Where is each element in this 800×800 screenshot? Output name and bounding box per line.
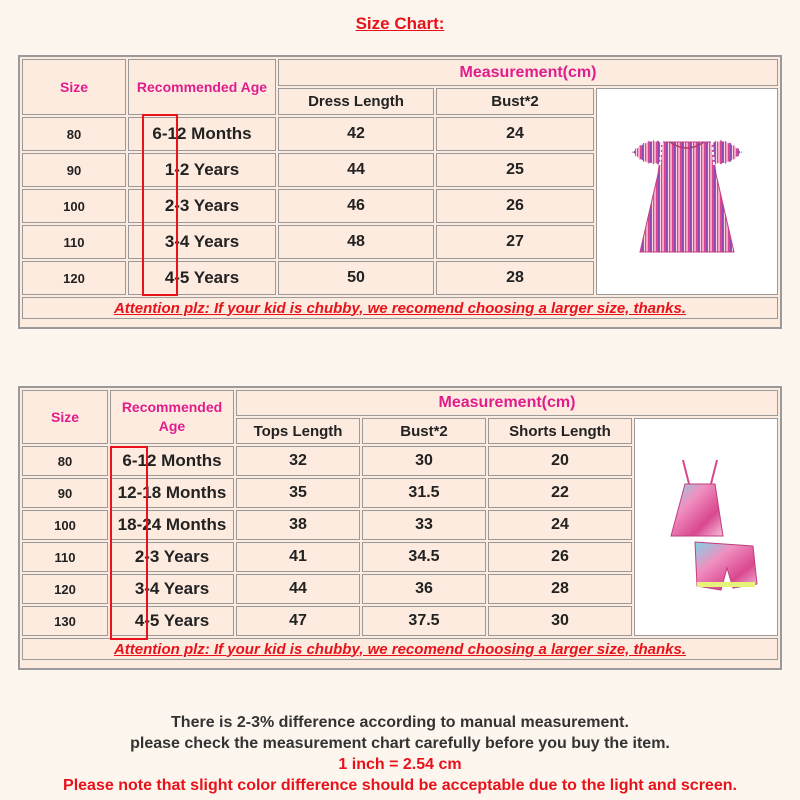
table-cell-tops-length: 38 [236, 510, 360, 540]
page-title: Size Chart: [355, 14, 445, 33]
table-cell-size: 120 [22, 574, 108, 604]
table-cell-shorts-length: 24 [488, 510, 632, 540]
measurement-header: Measurement(cm) [278, 59, 778, 86]
table-cell-bust: 31.5 [362, 478, 486, 508]
table-cell-bust: 28 [436, 261, 594, 295]
table-cell-age: 4-5 Years [128, 261, 276, 295]
outfit-size-table [20, 388, 780, 662]
table-cell-size: 110 [22, 542, 108, 572]
table-cell-size: 80 [22, 446, 108, 476]
age-header: Recommended Age [110, 390, 234, 444]
table-cell-size: 130 [22, 606, 108, 636]
table-cell-shorts-length: 20 [488, 446, 632, 476]
table-cell-age: 6-12 Months [128, 117, 276, 151]
table-cell-dress-length: 42 [278, 117, 434, 151]
attention-note: Attention plz: If your kid is chubby, we recomend choosing a larger size, thanks. [22, 297, 778, 319]
column-header-tops-length: Tops Length [236, 418, 360, 444]
table-cell-size: 90 [22, 478, 108, 508]
column-header-bust: Bust*2 [362, 418, 486, 444]
table-cell-age: 3-4 Years [128, 225, 276, 259]
table-cell-age: 12-18 Months [110, 478, 234, 508]
table-cell-shorts-length: 26 [488, 542, 632, 572]
table-cell-age: 4-5 Years [110, 606, 234, 636]
table-cell-bust: 36 [362, 574, 486, 604]
outfit-photo [634, 418, 778, 636]
table-cell-bust: 34.5 [362, 542, 486, 572]
table-cell-dress-length: 48 [278, 225, 434, 259]
size-chart-dress [18, 55, 782, 329]
measurement-difference-note: There is 2-3% difference according to manual measurement. [171, 714, 629, 731]
table-cell-tops-length: 32 [236, 446, 360, 476]
table-cell-age: 3-4 Years [110, 574, 234, 604]
table-cell-size: 80 [22, 117, 126, 151]
table-cell-tops-length: 44 [236, 574, 360, 604]
table-cell-age: 6-12 Months [110, 446, 234, 476]
column-header-bust: Bust*2 [436, 88, 594, 115]
attention-note: Attention plz: If your kid is chubby, we recomend choosing a larger size, thanks. [22, 638, 778, 660]
size-header: Size [22, 59, 126, 115]
footer-notes [0, 712, 800, 796]
color-difference-note: Please note that slight color difference should be acceptable due to the light and screen. [63, 777, 737, 794]
age-header: Recommended Age [128, 59, 276, 115]
table-cell-age: 18-24 Months [110, 510, 234, 540]
table-cell-shorts-length: 30 [488, 606, 632, 636]
column-header-dress-length: Dress Length [278, 88, 434, 115]
size-header: Size [22, 390, 108, 444]
table-cell-bust: 25 [436, 153, 594, 187]
measurement-header: Measurement(cm) [236, 390, 778, 416]
table-cell-size: 120 [22, 261, 126, 295]
tie-dye-outfit-icon [641, 450, 771, 600]
table-cell-size: 90 [22, 153, 126, 187]
table-cell-dress-length: 46 [278, 189, 434, 223]
table-cell-bust: 30 [362, 446, 486, 476]
table-cell-shorts-length: 28 [488, 574, 632, 604]
table-cell-dress-length: 44 [278, 153, 434, 187]
table-cell-bust: 27 [436, 225, 594, 259]
table-cell-bust: 33 [362, 510, 486, 540]
table-cell-tops-length: 47 [236, 606, 360, 636]
table-cell-age: 1-2 Years [128, 153, 276, 187]
inch-conversion-note: 1 inch = 2.54 cm [338, 756, 462, 773]
dress-size-table [20, 57, 780, 321]
column-header-shorts-length: Shorts Length [488, 418, 632, 444]
table-cell-bust: 37.5 [362, 606, 486, 636]
table-cell-age: 2-3 Years [110, 542, 234, 572]
table-cell-shorts-length: 22 [488, 478, 632, 508]
striped-dress-icon [622, 114, 752, 264]
dress-photo [596, 88, 778, 295]
size-chart-outfit [18, 386, 782, 670]
table-cell-dress-length: 50 [278, 261, 434, 295]
table-cell-age: 2-3 Years [128, 189, 276, 223]
table-cell-bust: 26 [436, 189, 594, 223]
table-cell-bust: 24 [436, 117, 594, 151]
table-cell-size: 100 [22, 189, 126, 223]
table-cell-size: 100 [22, 510, 108, 540]
table-cell-tops-length: 35 [236, 478, 360, 508]
table-cell-size: 110 [22, 225, 126, 259]
check-chart-note: please check the measurement chart carefully before you buy the item. [130, 735, 670, 752]
table-cell-tops-length: 41 [236, 542, 360, 572]
